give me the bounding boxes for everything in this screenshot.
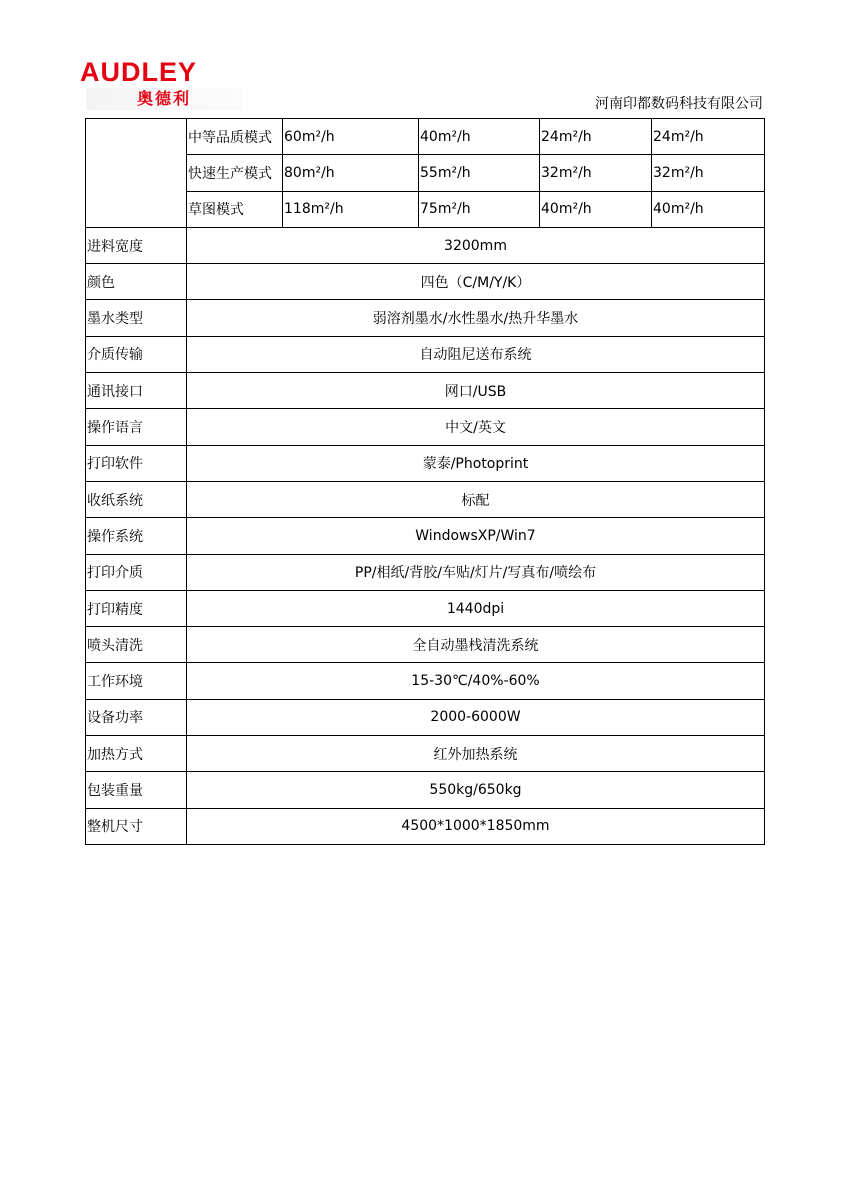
spec-label: 通讯接口	[86, 373, 187, 409]
speed-value: 32m²/h	[540, 155, 652, 191]
logo-chinese: 奥德利	[86, 88, 242, 110]
table-row	[86, 191, 765, 227]
speed-value: 24m²/h	[540, 119, 652, 155]
spec-label: 包装重量	[86, 772, 187, 808]
company-name: 河南印都数码科技有限公司	[595, 96, 763, 112]
spec-value: WindowsXP/Win7	[187, 518, 765, 554]
speed-value: 60m²/h	[283, 119, 419, 155]
spec-value: 网口/USB	[187, 373, 765, 409]
table-row	[86, 808, 765, 844]
spec-value: 2000-6000W	[187, 699, 765, 735]
spec-label: 工作环境	[86, 663, 187, 699]
table-row	[86, 627, 765, 663]
speed-value: 80m²/h	[283, 155, 419, 191]
spec-label: 收纸系统	[86, 481, 187, 517]
table-row	[86, 119, 765, 155]
speed-value: 118m²/h	[283, 191, 419, 227]
spec-value: 自动阻尼送布系统	[187, 336, 765, 372]
spec-label: 颜色	[86, 264, 187, 300]
table-row	[86, 518, 765, 554]
table-row	[86, 409, 765, 445]
spec-label: 进料宽度	[86, 227, 187, 263]
table-row	[86, 736, 765, 772]
table-row	[86, 772, 765, 808]
table-row	[86, 155, 765, 191]
table-row	[86, 590, 765, 626]
spec-value: 1440dpi	[187, 590, 765, 626]
table-row	[86, 373, 765, 409]
spec-value: 3200mm	[187, 227, 765, 263]
speed-value: 40m²/h	[652, 191, 765, 227]
spec-label: 介质传输	[86, 336, 187, 372]
speed-value: 40m²/h	[540, 191, 652, 227]
spec-label: 打印介质	[86, 554, 187, 590]
speed-value: 40m²/h	[419, 119, 540, 155]
spec-label: 喷头清洗	[86, 627, 187, 663]
spec-value: 550kg/650kg	[187, 772, 765, 808]
speed-mode-label: 中等品质模式	[187, 119, 283, 155]
table-row	[86, 300, 765, 336]
spec-label: 操作语言	[86, 409, 187, 445]
speed-mode-label: 草图模式	[187, 191, 283, 227]
speed-label-cell	[86, 119, 187, 228]
spec-value: 蒙泰/Photoprint	[187, 445, 765, 481]
table-row	[86, 663, 765, 699]
spec-value: 标配	[187, 481, 765, 517]
spec-value: 弱溶剂墨水/水性墨水/热升华墨水	[187, 300, 765, 336]
logo-english: AUDLEY	[80, 57, 198, 87]
spec-label: 加热方式	[86, 736, 187, 772]
spec-label: 打印软件	[86, 445, 187, 481]
spec-label: 操作系统	[86, 518, 187, 554]
spec-value: 四色（C/M/Y/K）	[187, 264, 765, 300]
spec-value: 4500*1000*1850mm	[187, 808, 765, 844]
spec-value: 红外加热系统	[187, 736, 765, 772]
spec-value: 全自动墨栈清洗系统	[187, 627, 765, 663]
speed-value: 32m²/h	[652, 155, 765, 191]
company-logo	[80, 58, 245, 114]
table-row	[86, 336, 765, 372]
speed-mode-label: 快速生产模式	[187, 155, 283, 191]
table-row	[86, 481, 765, 517]
table-row	[86, 264, 765, 300]
table-row	[86, 227, 765, 263]
spec-label: 设备功率	[86, 699, 187, 735]
speed-value: 75m²/h	[419, 191, 540, 227]
spec-value: 中文/英文	[187, 409, 765, 445]
spec-value: 15-30℃/40%-60%	[187, 663, 765, 699]
table-row	[86, 445, 765, 481]
speed-value: 55m²/h	[419, 155, 540, 191]
spec-label: 整机尺寸	[86, 808, 187, 844]
spec-label: 墨水类型	[86, 300, 187, 336]
table-row	[86, 699, 765, 735]
spec-table	[85, 118, 765, 845]
speed-value: 24m²/h	[652, 119, 765, 155]
spec-value: PP/相纸/背胶/车贴/灯片/写真布/喷绘布	[187, 554, 765, 590]
table-row	[86, 554, 765, 590]
spec-label: 打印精度	[86, 590, 187, 626]
